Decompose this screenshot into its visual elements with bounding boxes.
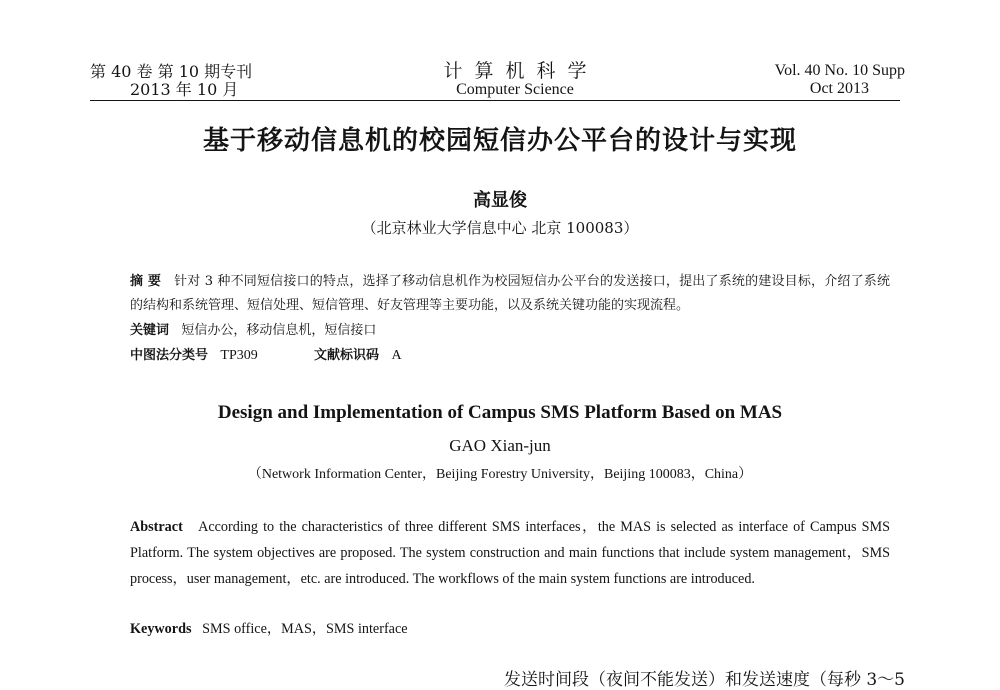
keywords-text-cn: 短信办公，移动信息机，短信接口 bbox=[181, 323, 377, 338]
classification-line bbox=[130, 345, 890, 367]
doc-code-label: 文献标识码 bbox=[314, 348, 380, 363]
header-date-en: Oct 2013 bbox=[809, 80, 869, 97]
header-journal bbox=[395, 61, 635, 99]
affiliation-cn: （北京林业大学信息中心 北京 100083） bbox=[361, 219, 639, 237]
keywords-label-cn: 关键词 bbox=[130, 323, 170, 338]
paper-title-cn: 基于移动信息机的校园短信办公平台的设计与实现 bbox=[202, 126, 797, 156]
affiliation-en: （Network Information Center，Beijing Forestry University，Beijing 100083，China） bbox=[247, 467, 753, 482]
keywords-text-en: SMS office，MAS，SMS interface bbox=[202, 621, 408, 637]
header-volume-en bbox=[775, 62, 905, 98]
doc-code-value: A bbox=[391, 348, 402, 363]
header-volume-issue: 第 40 卷 第 10 期专刊 bbox=[90, 62, 253, 81]
clc-label: 中图法分类号 bbox=[130, 348, 209, 363]
journal-name-cn: 计算机科学 bbox=[443, 60, 599, 82]
journal-name-en: Computer Science bbox=[456, 81, 574, 98]
paper-title-en: Design and Implementation of Campus SMS Platform Based on MAS bbox=[217, 402, 783, 423]
abstract-text-en: According to the characteristics of three different SMS interfaces，the MAS is selected as interface of Campus SMS Platform. The system objectives are proposed. The system construction and main functions that include system management，SMS process，user management，etc. are introduced. The workflows of the main system functions are introduced. bbox=[130, 519, 890, 587]
header-issue-info bbox=[90, 63, 252, 99]
clc-value: TP309 bbox=[220, 348, 258, 363]
keywords-en bbox=[130, 618, 890, 638]
keywords-cn bbox=[130, 320, 890, 342]
header-rule bbox=[90, 100, 900, 101]
author-name-cn: 高显俊 bbox=[473, 190, 527, 211]
abstract-text-cn: 针对 3 种不同短信接口的特点，选择了移动信息机作为校园短信办公平台的发送接口，提出了系统的建设目标，介绍了系统的结构和系统管理、短信处理、短信管理、好友管理等主要功能，以及系统关键功能的实现流程。 bbox=[130, 274, 890, 313]
body-text-fragment: 发送时间段（夜间不能发送）和发送速度（每秒 3～5 bbox=[503, 670, 905, 690]
abstract-label-cn: 摘 要 bbox=[130, 274, 162, 289]
abstract-en bbox=[130, 514, 890, 592]
header-date-cn: 2013 年 10 月 bbox=[130, 80, 239, 99]
keywords-label-en: Keywords bbox=[130, 621, 192, 637]
abstract-cn bbox=[130, 270, 890, 318]
abstract-label-en: Abstract bbox=[130, 519, 183, 535]
header-volume-issue-en: Vol. 40 No. 10 Supp bbox=[774, 62, 905, 79]
author-name-en: GAO Xian-jun bbox=[449, 436, 551, 455]
